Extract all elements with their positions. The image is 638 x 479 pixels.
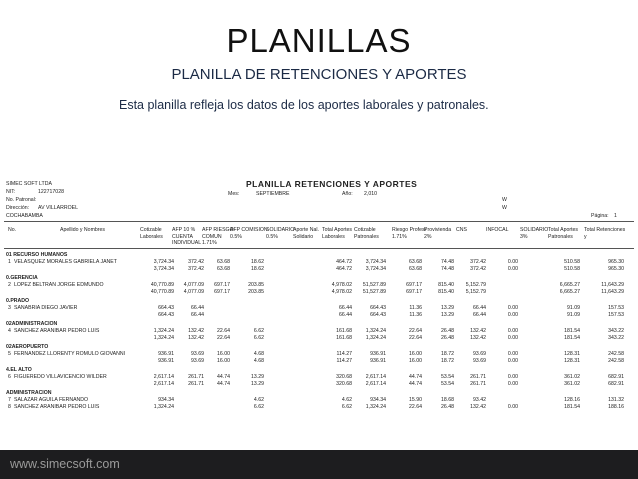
section-total-value: 13.29 xyxy=(441,312,454,318)
column-header: Apellido y Nombres xyxy=(60,227,105,233)
section-total-value: 697.17 xyxy=(406,289,422,295)
section-total-value: 697.17 xyxy=(214,289,230,295)
cell-value: 0.00 xyxy=(507,404,518,410)
cell-value: 5,152.79 xyxy=(465,282,486,288)
cell-value: 664.43 xyxy=(158,305,174,311)
row-number: 5 xyxy=(8,351,11,357)
section-total-value: 53.54 xyxy=(441,381,454,387)
section-title: 0.PRADO xyxy=(6,298,30,304)
cell-value: 464.72 xyxy=(336,259,352,265)
cell-value: 4,978.02 xyxy=(331,282,352,288)
cell-value: 11.36 xyxy=(409,305,422,311)
cell-value: 6,665.27 xyxy=(559,282,580,288)
column-header: CNS xyxy=(456,227,467,233)
cell-value: 22.64 xyxy=(217,328,230,334)
column-header: Total Aportes Patronales xyxy=(548,227,578,240)
cell-value: 682.91 xyxy=(608,374,624,380)
cell-value: 66.44 xyxy=(473,305,486,311)
section-total-value: 664.43 xyxy=(370,312,386,318)
section-total-value: 1,324.24 xyxy=(153,335,174,341)
cell-value: 6.62 xyxy=(253,328,264,334)
section-total-value: 1,324.24 xyxy=(365,335,386,341)
section-total-value: 132.42 xyxy=(188,335,204,341)
column-header: INFOCAL xyxy=(486,227,509,233)
section-title: 01 RECURSO HUMANOS xyxy=(6,252,68,258)
cell-value: 44.74 xyxy=(409,374,422,380)
section-total-value: 464.72 xyxy=(336,266,352,272)
cell-value: 63.68 xyxy=(217,259,230,265)
cell-value: 936.91 xyxy=(158,351,174,357)
cell-value: 4.62 xyxy=(341,397,352,403)
employee-name: SANABRIA DIEGO JAVIER xyxy=(14,305,78,311)
cell-value: 320.68 xyxy=(336,374,352,380)
cell-value: 16.00 xyxy=(217,351,230,357)
column-header: SOLIDARIO 3% xyxy=(520,227,549,240)
cell-value: 26.48 xyxy=(441,328,454,334)
cell-value: 93.42 xyxy=(473,397,486,403)
column-header: SOLIDARIO 0.5% xyxy=(266,227,295,240)
section-total-value: 2,617.14 xyxy=(153,381,174,387)
section-total-value: 320.68 xyxy=(336,381,352,387)
row-number: 4 xyxy=(8,328,11,334)
cell-value: 132.42 xyxy=(470,404,486,410)
cell-value: 1,324.24 xyxy=(365,328,386,334)
cell-value: 181.54 xyxy=(564,328,580,334)
cell-value: 66.44 xyxy=(339,305,352,311)
section-total-value: 510.58 xyxy=(564,266,580,272)
patronal-label: No. Patronal: xyxy=(6,197,37,203)
section-total-value: 51,527.89 xyxy=(362,289,386,295)
cell-value: 697.17 xyxy=(406,282,422,288)
cell-value: 361.02 xyxy=(564,374,580,380)
section-total-value: 261.71 xyxy=(470,381,486,387)
section-total-value: 6,665.27 xyxy=(559,289,580,295)
cell-value: 934.34 xyxy=(158,397,174,403)
cell-value: 181.54 xyxy=(564,404,580,410)
column-header: AFP 10 % CUENTA INDIVIDUAL xyxy=(172,227,202,246)
cell-value: 0.00 xyxy=(507,259,518,265)
cell-value: 0.00 xyxy=(507,351,518,357)
column-header: No. xyxy=(8,227,17,233)
section-total-value: 0.00 xyxy=(507,358,518,364)
section-total-value: 5,152.79 xyxy=(465,289,486,295)
slide-title: PLANILLAS xyxy=(226,22,412,59)
cell-value: 3,724.34 xyxy=(153,259,174,265)
row-number: 6 xyxy=(8,374,11,380)
section-total-value: 114.27 xyxy=(336,358,352,364)
section-total-value: 66.44 xyxy=(191,312,204,318)
section-total-value: 242.58 xyxy=(608,358,624,364)
section-total-value: 11,643.29 xyxy=(601,289,624,295)
company-name: SIMEC SOFT LTDA xyxy=(6,181,52,187)
section-total-value: 3,724.34 xyxy=(365,266,386,272)
cell-value: 1,324.24 xyxy=(365,404,386,410)
column-header: Aporte Nal. Solidario xyxy=(293,227,319,240)
cell-value: 131.32 xyxy=(608,397,624,403)
nit-label: NIT: xyxy=(6,189,16,195)
row-number: 2 xyxy=(8,282,11,288)
cell-value: 936.91 xyxy=(370,351,386,357)
flag-2: W xyxy=(502,205,507,211)
cell-value: 157.53 xyxy=(608,305,624,311)
section-total-value: 74.48 xyxy=(441,266,454,272)
cell-value: 93.69 xyxy=(191,351,204,357)
section-total-value: 16.00 xyxy=(217,358,230,364)
section-total-value: 0.00 xyxy=(507,381,518,387)
employee-name: FIGUEREDO VILLAVICENCIO WILDER xyxy=(14,374,107,380)
row-number: 1 xyxy=(8,259,11,265)
column-header: AFP COMISION 0.5% xyxy=(230,227,268,240)
section-total-value: 161.68 xyxy=(336,335,352,341)
cell-value: 18.62 xyxy=(251,259,264,265)
section-total-value: 63.68 xyxy=(409,266,422,272)
cell-value: 11,643.29 xyxy=(601,282,624,288)
cell-value: 93.69 xyxy=(473,351,486,357)
address-value: AV VILLARROEL xyxy=(38,205,78,211)
section-total-value: 157.53 xyxy=(608,312,624,318)
section-title: 4.EL ALTO xyxy=(6,367,32,373)
row-number: 7 xyxy=(8,397,11,403)
section-total-value: 132.42 xyxy=(470,335,486,341)
section-total-value: 4,077.09 xyxy=(183,289,204,295)
column-header: Cotizable Laborales xyxy=(140,227,163,240)
cell-value: 664.43 xyxy=(370,305,386,311)
footer-url: www.simecsoft.com xyxy=(10,457,120,471)
cell-value: 2,617.14 xyxy=(153,374,174,380)
cell-value: 22.64 xyxy=(409,328,422,334)
employee-name: SANCHEZ ARANIBAR PEDRO LUIS xyxy=(14,328,100,334)
section-total-value: 93.69 xyxy=(473,358,486,364)
cell-value: 343.22 xyxy=(608,328,624,334)
employee-name: FERNANDEZ LLORENTY ROMULO GIOVANNI xyxy=(14,351,126,357)
section-total-value: 2,617.14 xyxy=(365,381,386,387)
row-number: 3 xyxy=(8,305,11,311)
page-label: Página: xyxy=(591,213,609,219)
cell-value: 16.00 xyxy=(409,351,422,357)
column-header: Provivienda 2% xyxy=(424,227,452,240)
column-header: Riesgo Profesi 1.71% xyxy=(392,227,426,240)
column-header: Total Aportes Laborales xyxy=(322,227,352,240)
section-total-value: 682.91 xyxy=(608,381,624,387)
cell-value: 372.42 xyxy=(188,259,204,265)
section-total-value: 18.72 xyxy=(441,358,454,364)
cell-value: 53.54 xyxy=(441,374,454,380)
slide-footer xyxy=(0,450,638,479)
cell-value: 128.31 xyxy=(564,351,580,357)
cell-value: 372.42 xyxy=(470,259,486,265)
cell-value: 13.29 xyxy=(441,305,454,311)
section-total-value: 22.64 xyxy=(409,335,422,341)
section-total-value: 44.74 xyxy=(409,381,422,387)
section-total-value: 203.85 xyxy=(248,289,264,295)
section-title: ADMINISTRACION xyxy=(6,390,52,396)
section-total-value: 261.71 xyxy=(188,381,204,387)
section-total-value: 18.62 xyxy=(251,266,264,272)
cell-value: 0.00 xyxy=(507,328,518,334)
cell-value: 815.40 xyxy=(438,282,454,288)
section-total-value: 66.44 xyxy=(339,312,352,318)
year-label: Año: xyxy=(342,191,353,197)
cell-value: 188.16 xyxy=(608,404,624,410)
employee-name: SALAZAR AGUILA FERNANDO xyxy=(14,397,89,403)
cell-value: 74.48 xyxy=(441,259,454,265)
header-top-rule xyxy=(4,221,634,222)
section-total-value: 13.29 xyxy=(251,381,264,387)
month-label: Mes: xyxy=(228,191,240,197)
month-value: SEPTIEMBRE xyxy=(256,191,290,197)
section-title: 0.GERENCIA xyxy=(6,275,38,281)
cell-value: 4.68 xyxy=(253,351,264,357)
section-total-value: 16.00 xyxy=(409,358,422,364)
city-value: COCHABAMBA xyxy=(6,213,43,219)
cell-value: 26.48 xyxy=(441,404,454,410)
cell-value: 6.62 xyxy=(341,404,352,410)
cell-value: 18.72 xyxy=(441,351,454,357)
cell-value: 1,324.24 xyxy=(153,328,174,334)
cell-value: 13.29 xyxy=(251,374,264,380)
cell-value: 128.16 xyxy=(564,397,580,403)
section-total-value: 936.91 xyxy=(370,358,386,364)
column-header: Cotizable Patronales xyxy=(354,227,379,240)
year-value: 2,010 xyxy=(364,191,377,197)
cell-value: 3,724.34 xyxy=(365,259,386,265)
cell-value: 6.62 xyxy=(253,404,264,410)
section-total-value: 664.43 xyxy=(158,312,174,318)
section-title: 02AEROPUERTO xyxy=(6,344,49,350)
section-total-value: 372.42 xyxy=(188,266,204,272)
employee-name: VELASQUEZ MORALES GABRIELA JANET xyxy=(14,259,117,265)
cell-value: 1,324.24 xyxy=(153,404,174,410)
cell-value: 18.68 xyxy=(441,397,454,403)
nit-value: 122717028 xyxy=(38,189,64,195)
cell-value: 261.71 xyxy=(470,374,486,380)
section-total-value: 3,724.34 xyxy=(153,266,174,272)
report-title: PLANILLA RETENCIONES Y APORTES xyxy=(246,179,418,189)
cell-value: 22.64 xyxy=(409,404,422,410)
section-total-value: 26.48 xyxy=(441,335,454,341)
section-total-value: 22.64 xyxy=(217,335,230,341)
cell-value: 40,770.89 xyxy=(150,282,174,288)
cell-value: 91.09 xyxy=(567,305,580,311)
flag-1: W xyxy=(502,197,507,203)
section-total-value: 66.44 xyxy=(473,312,486,318)
section-total-value: 63.68 xyxy=(217,266,230,272)
section-title: 02ADMINISTRACION xyxy=(6,321,58,327)
section-total-value: 4.68 xyxy=(253,358,264,364)
section-total-value: 40,770.89 xyxy=(150,289,174,295)
section-total-value: 91.09 xyxy=(567,312,580,318)
cell-value: 114.27 xyxy=(336,351,352,357)
section-total-value: 965.30 xyxy=(608,266,624,272)
employee-name: LOPEZ BELTRAN JORGE EDMUNDO xyxy=(14,282,104,288)
section-total-value: 44.74 xyxy=(217,381,230,387)
page-number: 1 xyxy=(614,213,617,219)
employee-name: SANCHEZ ARANIBAR PEDRO LUIS xyxy=(14,404,100,410)
section-total-value: 93.69 xyxy=(191,358,204,364)
cell-value: 242.58 xyxy=(608,351,624,357)
address-label: Dirección: xyxy=(6,205,30,211)
cell-value: 934.34 xyxy=(370,397,386,403)
cell-value: 510.58 xyxy=(564,259,580,265)
cell-value: 4,077.09 xyxy=(183,282,204,288)
section-total-value: 6.62 xyxy=(253,335,264,341)
section-total-value: 11.36 xyxy=(409,312,422,318)
section-total-value: 0.00 xyxy=(507,266,518,272)
section-total-value: 181.54 xyxy=(564,335,580,341)
section-total-value: 343.22 xyxy=(608,335,624,341)
cell-value: 261.71 xyxy=(188,374,204,380)
section-total-value: 815.40 xyxy=(438,289,454,295)
cell-value: 66.44 xyxy=(191,305,204,311)
cell-value: 63.68 xyxy=(409,259,422,265)
cell-value: 203.85 xyxy=(248,282,264,288)
row-number: 8 xyxy=(8,404,11,410)
cell-value: 697.17 xyxy=(214,282,230,288)
section-total-value: 372.42 xyxy=(470,266,486,272)
slide-subtitle: PLANILLA DE RETENCIONES Y APORTES xyxy=(171,66,467,83)
header-bottom-rule xyxy=(4,248,634,249)
cell-value: 965.30 xyxy=(608,259,624,265)
cell-value: 132.42 xyxy=(188,328,204,334)
section-total-value: 361.02 xyxy=(564,381,580,387)
section-total-value: 4,978.02 xyxy=(331,289,352,295)
report-sheet xyxy=(0,178,638,450)
cell-value: 132.42 xyxy=(470,328,486,334)
section-total-value: 0.00 xyxy=(507,335,518,341)
section-total-value: 128.31 xyxy=(564,358,580,364)
section-total-value: 936.91 xyxy=(158,358,174,364)
slide-description: Esta planilla refleja los datos de los aportes laborales y patronales. xyxy=(119,98,489,112)
cell-value: 44.74 xyxy=(217,374,230,380)
cell-value: 15.90 xyxy=(409,397,422,403)
cell-value: 2,617.14 xyxy=(365,374,386,380)
column-header: AFP RIESGO COMUN 1.71% xyxy=(202,227,234,246)
cell-value: 4.62 xyxy=(253,397,264,403)
cell-value: 161.68 xyxy=(336,328,352,334)
column-header: Total Retenciones y xyxy=(584,227,626,240)
cell-value: 51,527.89 xyxy=(362,282,386,288)
cell-value: 0.00 xyxy=(507,305,518,311)
cell-value: 0.00 xyxy=(507,374,518,380)
section-total-value: 0.00 xyxy=(507,312,518,318)
